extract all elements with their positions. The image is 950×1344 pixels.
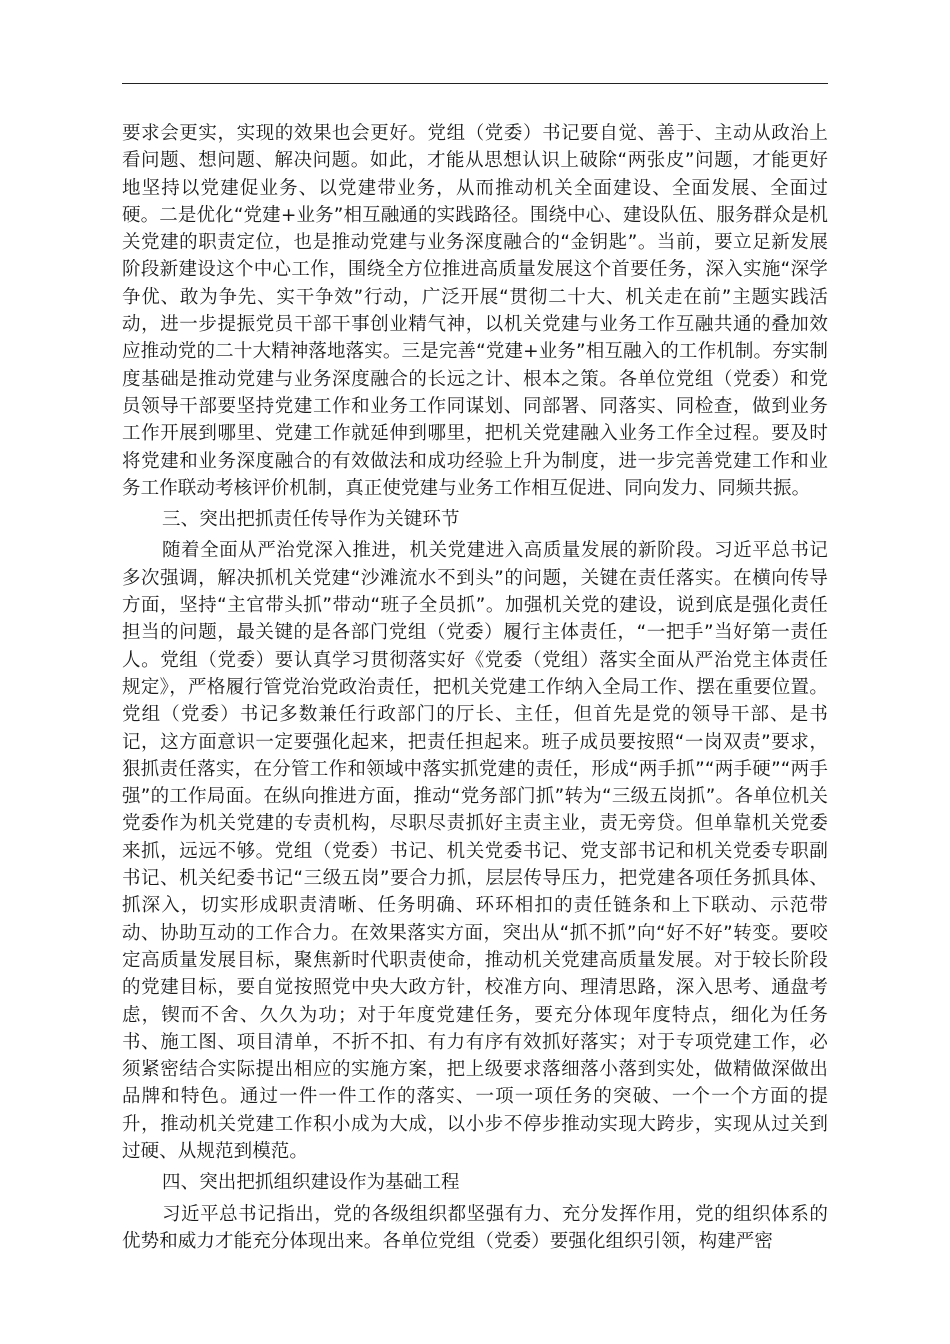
paragraph-body: 习近平总书记指出，党的各级组织都坚强有力、充分发挥作用，党的组织体系的优势和威力才能充分体现出来。各单位党组（党委）要强化组织引领，构建严密 [122, 1203, 828, 1252]
document-body [122, 120, 828, 1255]
paragraph-continuation: 要求会更实，实现的效果也会更好。党组（党委）书记要自觉、善于、主动从政治上看问题、想问题、解决问题。如此，才能从思想认识上破除“两张皮”问题，才能更好地坚持以党建促业务、以党建带业务，从而推动机关全面建设、全面发展、全面过硬。二是优化“党建+业务”相互融通的实践路径。围绕中心、建设队伍、服务群众是机关党建的职责定位，也是推动党建与业务深度融合的“金钥匙”。当前，要立足新发展阶段新建设这个中心工作，围绕全方位推进高质量发展这个首要任务，深入实施“深学争优、敢为争先、实干争效”行动，广泛开展“贯彻二十大、机关走在前”主题实践活动，进一步提振党员干部干事创业精气神，以机关党建与业务工作互融共通的叠加效应推动党的二十大精神落地落实。三是完善“党建+业务”相互融入的工作机制。夯实制度基础是推动党建与业务深度融合的长远之计、根本之策。各单位党组（党委）和党员领导干部要坚持党建工作和业务工作同谋划、同部署、同落实、同检查，做到业务工作开展到哪里、党建工作就延伸到哪里，把机关党建融入业务工作全过程。要及时将党建和业务深度融合的有效做法和成功经验上升为制度，进一步完善党建工作和业务工作联动考核评价机制，真正使党建与业务工作相互促进、同向发力、同频共振。 [122, 123, 828, 499]
paragraph-body: 随着全面从严治党深入推进，机关党建进入高质量发展的新阶段。习近平总书记多次强调，解决抓机关党建“沙滩流水不到头”的问题，关键在责任落实。在横向传导方面，坚持“主官带头抓”带动“班子全员抓”。加强机关党的建设，说到底是强化责任担当的问题，最关键的是各部门党组（党委）履行主体责任，“一把手”当好第一责任人。党组（党委）要认真学习贯彻落实好《党委（党组）落实全面从严治党主体责任规定》，严格履行管党治党政治责任，把机关党建工作纳入全局工作、摆在重要位置。党组（党委）书记多数兼任行政部门的厅长、主任，但首先是党的领导干部、是书记，这方面意识一定要强化起来，把责任担起来。班子成员要按照“一岗双责”要求，狠抓责任落实，在分管工作和领域中落实抓党建的责任，形成“两手抓”“两手硬”“两手强”的工作局面。在纵向推进方面，推动“党务部门抓”转为“三级五岗抓”。各单位机关党委作为机关党建的专责机构，尽职尽责抓好主责主业，责无旁贷。但单靠机关党委来抓，远远不够。党组（党委）书记、机关党委书记、党支部书记和机关党委专职副书记、机关纪委书记“三级五岗”要合力抓，层层传导压力，把党建各项任务抓具体、抓深入，切实形成职责清晰、任务明确、环环相扣的责任链条和上下联动、示范带动、协助互动的工作合力。在效果落实方面，突出从“抓不抓”向“好不好”转变。要咬定高质量发展目标，聚焦新时代职责使命，推动机关党建高质量发展。对于较长阶段的党建目标，要自觉按照党中央大政方针，校准方向、理清思路，深入思考、通盘考虑，锲而不舍、久久为功；对于年度党建任务，要充分体现年度特点，细化为任务书、施工图、项目清单，不折不扣、有力有序有效抓好落实；对于专项党建工作，必须紧密结合实际提出相应的实施方案，把上级要求落细落小落到实处，做精做深做出品牌和特色。通过一件一件工作的落实、一项一项任务的突破、一个一个方面的提升，推动机关党建工作积小成为大成，以小步不停步推动实现大跨步，实现从过关到过硬、从规范到模范。 [122, 540, 828, 1162]
header-rule [122, 83, 828, 84]
section-heading-4: 四、突出把抓组织建设作为基础工程 [162, 1172, 460, 1194]
section-heading-3: 三、突出把抓责任传导作为关键环节 [162, 509, 460, 531]
